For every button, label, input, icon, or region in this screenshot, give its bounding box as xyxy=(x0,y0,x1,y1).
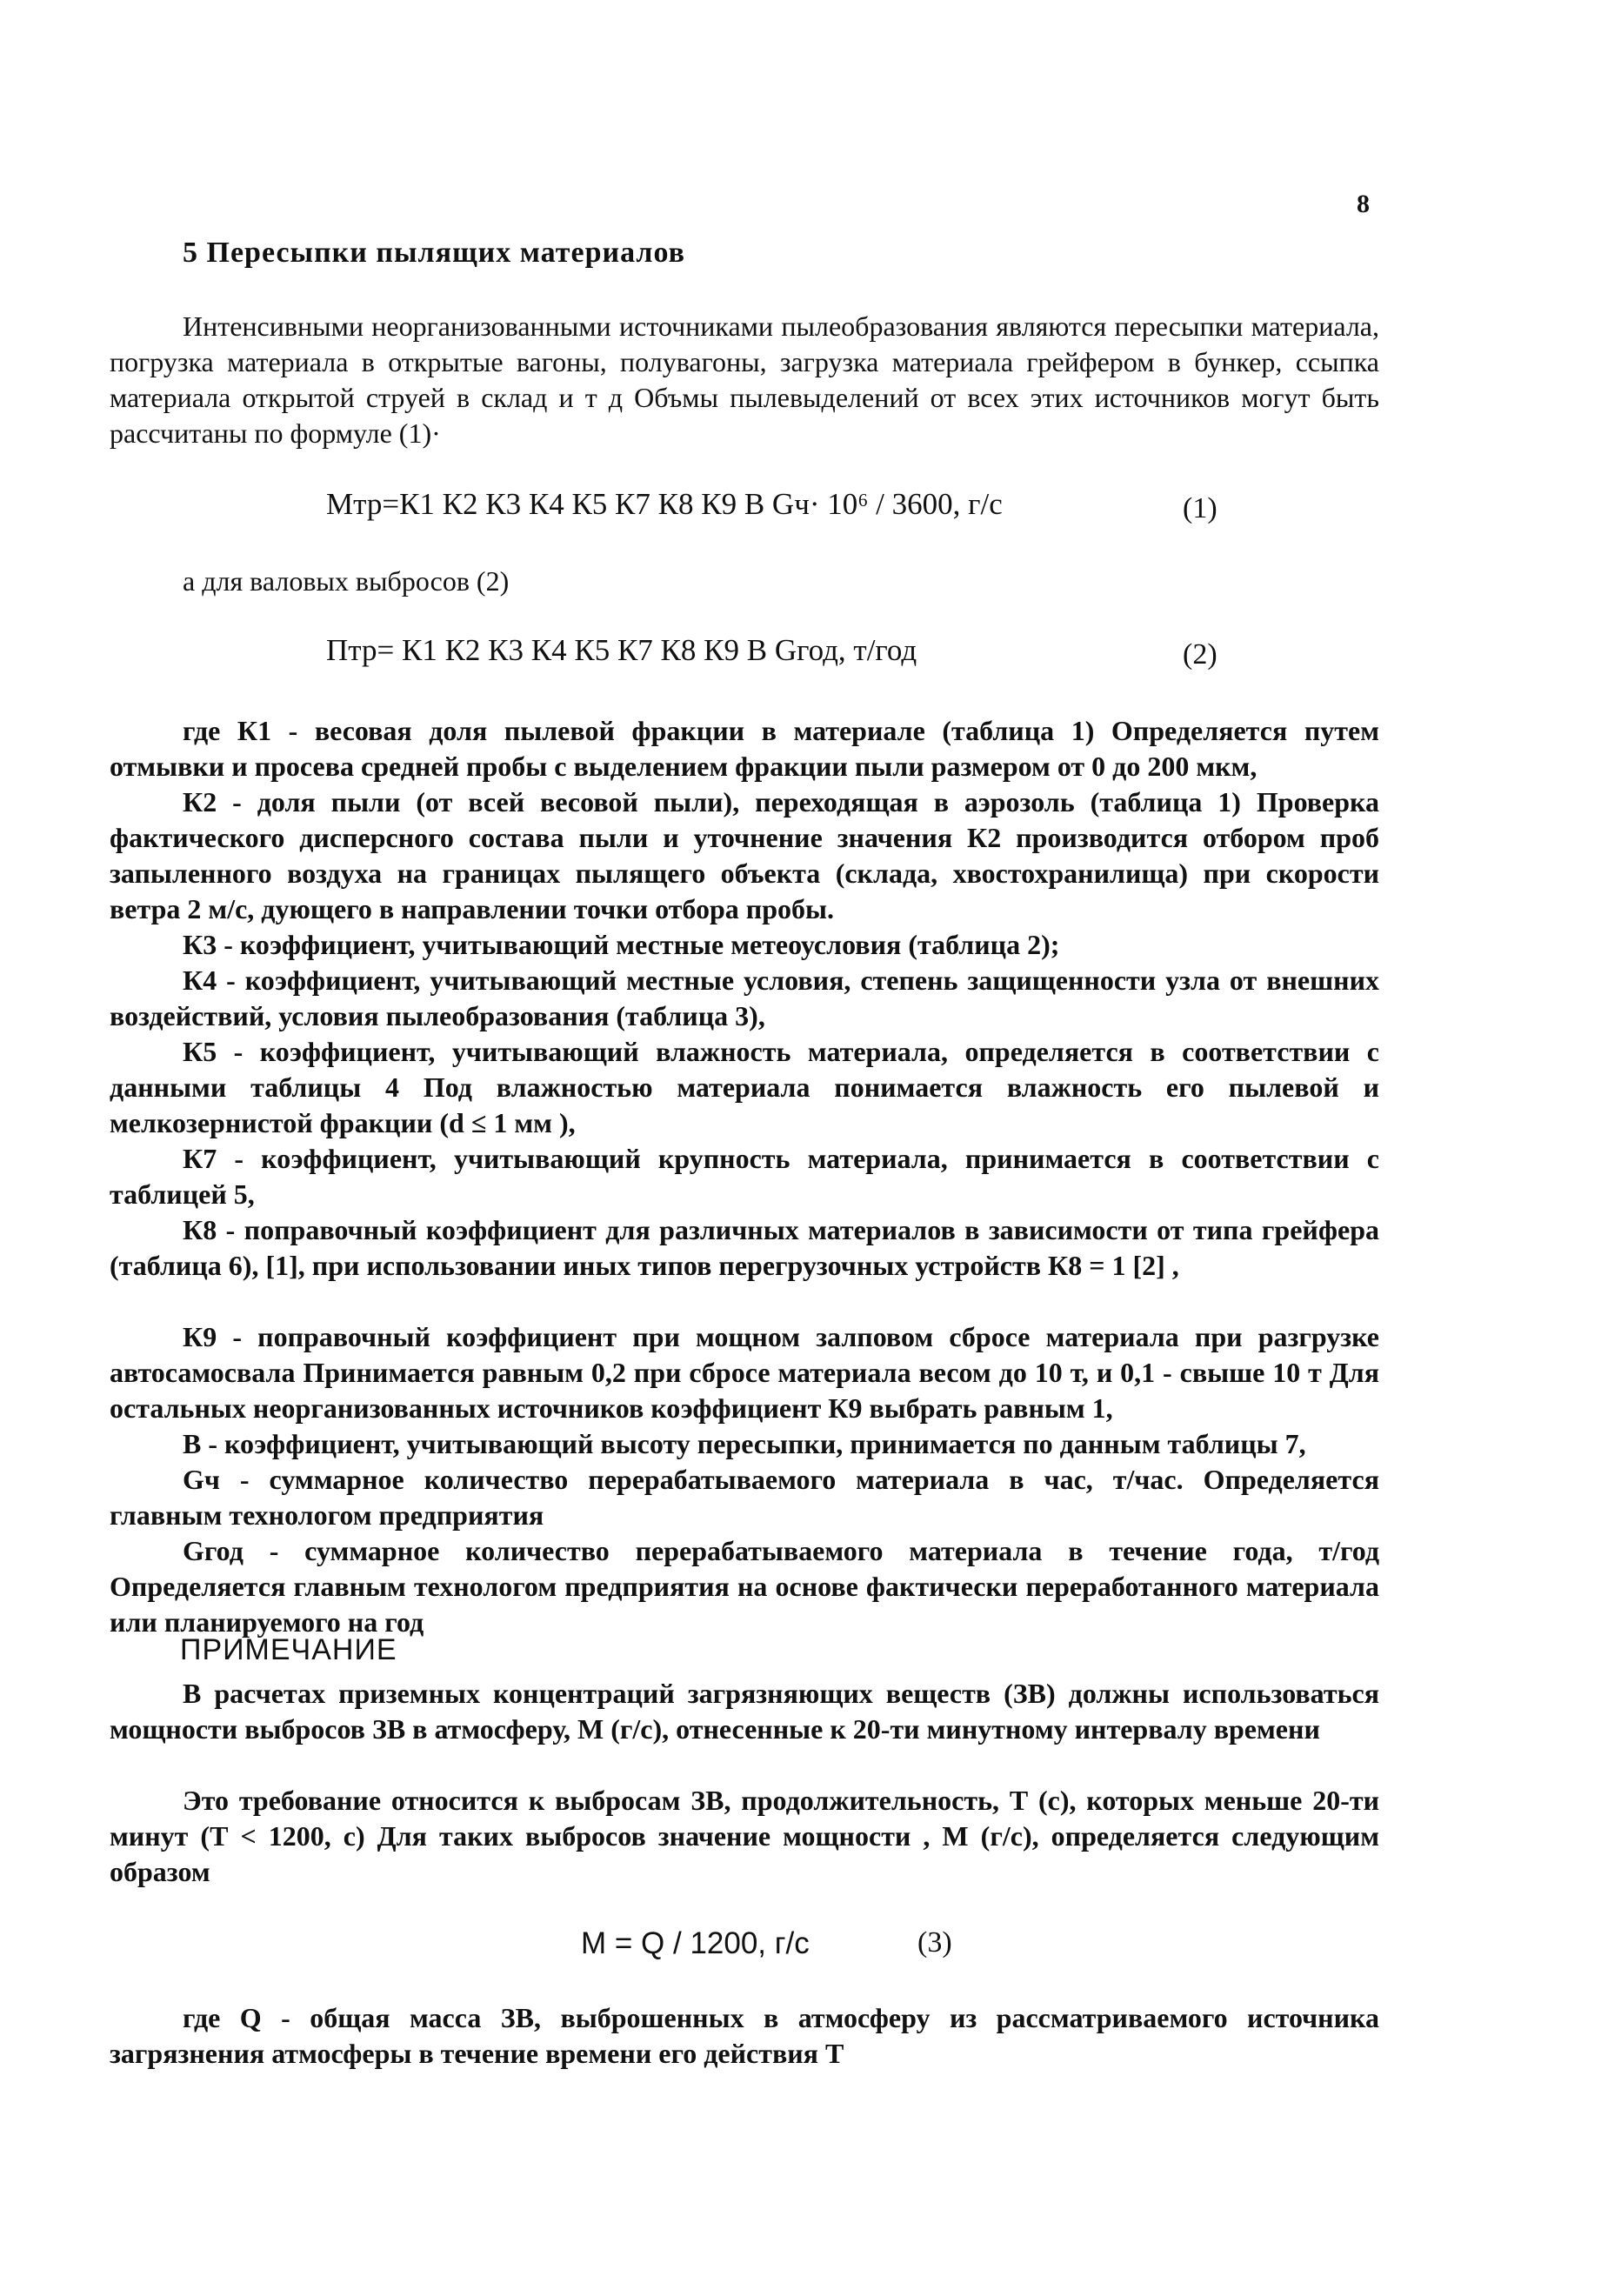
definition-gch-text: Gч - суммарное количество перерабатываемого материала в час, т/час. Определяется главным технологом предприятия xyxy=(110,1464,1379,1531)
section-title: 5 Пересыпки пылящих материалов xyxy=(183,237,685,269)
formula-1-number: (1) xyxy=(1183,492,1217,524)
definition-ggod-text: Gгод - суммарное количество перерабатываемого материала в течение года, т/год Определяется главным технологом предприятия на основе фактически переработанного материала или планируемого на год xyxy=(110,1535,1379,1638)
note-paragraph-2 xyxy=(110,1783,1379,1890)
formula-3-number: (3) xyxy=(917,1926,952,1959)
definition-k5 xyxy=(110,1034,1379,1141)
formula-2-text: Птр= К1 К2 К3 К4 К5 К7 К8 К9 В Gгод, т/год xyxy=(326,633,917,667)
note-paragraph-2-text: Это требование относится к выбросам ЗВ, продолжительность, Т (с), которых меньше 20-ти минут (Т < 1200, с) Для таких выбросов значение мощности , М (г/с), определяется следующим образом xyxy=(110,1785,1379,1887)
intro-paragraph xyxy=(110,309,1379,451)
definition-k3-text: К3 - коэффициент, учитывающий местные метеоусловия (таблица 2); xyxy=(183,929,1060,960)
definition-k2-text: К2 - доля пыли (от всей весовой пыли), переходящая в аэрозоль (таблица 1) Проверка фактического дисперсного состава пыли и уточнение значения К2 производится отбором проб запыленного воздуха на границах пылящего объекта (склада, хвостохранилища) при скорости ветра 2 м/с, дующего в направлении точки отбора пробы. xyxy=(110,786,1379,924)
formula-3-text: М = Q / 1200, г/с xyxy=(581,1926,810,1960)
definition-k4-text: К4 - коэффициент, учитывающий местные условия, степень защищенности узла от внешних воздействий, условия пылеобразования (таблица 3), xyxy=(110,964,1379,1031)
definition-ggod xyxy=(110,1533,1379,1640)
definition-gch xyxy=(110,1462,1379,1533)
formula-2-number: (2) xyxy=(1183,638,1217,671)
definition-k4 xyxy=(110,963,1379,1034)
definition-k8-text: К8 - поправочный коэффициент для различных материалов в зависимости от типа грейфера (таблица 6), [1], при использовании иных типов перегрузочных устройств К8 = 1 [2] , xyxy=(110,1214,1379,1281)
formula-1 xyxy=(326,487,1003,522)
definition-k9-text: К9 - поправочный коэффициент при мощном залповом сбросе материала при разгрузке автосамосвала Принимается равным 0,2 при сбросе материала весом до 10 т, и 0,1 - свыше 10 т Для остальных неорганизованных источников коэффициент К9 выбрать равным 1, xyxy=(110,1321,1379,1424)
definition-b xyxy=(110,1426,1379,1462)
page-number: 8 xyxy=(1357,190,1370,218)
definition-k7 xyxy=(110,1141,1379,1212)
definition-k9 xyxy=(110,1319,1379,1426)
definition-k7-text: К7 - коэффициент, учитывающий крупность материала, принимается в соответствии с таблицей 5, xyxy=(110,1143,1379,1210)
closing-paragraph xyxy=(110,2000,1379,2072)
definition-b-text: В - коэффициент, учитывающий высоту пересыпки, принимается по данным таблицы 7, xyxy=(183,1428,1306,1459)
definition-k1-text: где К1 - весовая доля пылевой фракции в материале (таблица 1) Определяется путем отмывки и просева средней пробы с выделением фракции пыли размером от 0 до 200 мкм, xyxy=(110,715,1379,782)
definition-k1 xyxy=(110,713,1379,784)
note-paragraph-1 xyxy=(110,1676,1379,1747)
definition-k8 xyxy=(110,1212,1379,1284)
intro-text: Интенсивными неорганизованными источниками пылеобразования являются пересыпки материала, погрузка материала в открытые вагоны, полувагоны, загрузка материала грейфером в бункер, ссыпка материала открытой струей в склад и т д Объмы пылевыделений от всех этих источников могут быть рассчитаны по формуле (1)· xyxy=(110,310,1379,449)
note-heading: ПРИМЕЧАНИЕ xyxy=(180,1633,397,1666)
formula-2 xyxy=(326,633,917,668)
gross-intro: а для валовых выбросов (2) xyxy=(183,565,510,597)
formula-3 xyxy=(581,1926,810,1961)
definition-k2 xyxy=(110,784,1379,927)
note-paragraph-1-text: В расчетах приземных концентраций загрязняющих веществ (ЗВ) должны использоваться мощности выбросов ЗВ в атмосферу, М (г/с), отнесенные к 20-ти минутному интервалу времени xyxy=(110,1678,1379,1745)
definition-k3 xyxy=(110,927,1379,963)
closing-text: где Q - общая масса ЗВ, выброшенных в атмосферу из рассматриваемого источника загрязнения атмосферы в течение времени его действия Т xyxy=(110,2002,1379,2069)
definition-k5-text: К5 - коэффициент, учитывающий влажность материала, определяется в соответствии с данными таблицы 4 Под влажностью материала понимается влажность его пылевой и мелкозернистой фракции (d ≤ 1 мм ), xyxy=(110,1036,1379,1138)
formula-1-text: Мтр=К1 К2 К3 К4 К5 К7 К8 К9 В Gч· 10⁶ / 3600, г/с xyxy=(326,487,1003,521)
